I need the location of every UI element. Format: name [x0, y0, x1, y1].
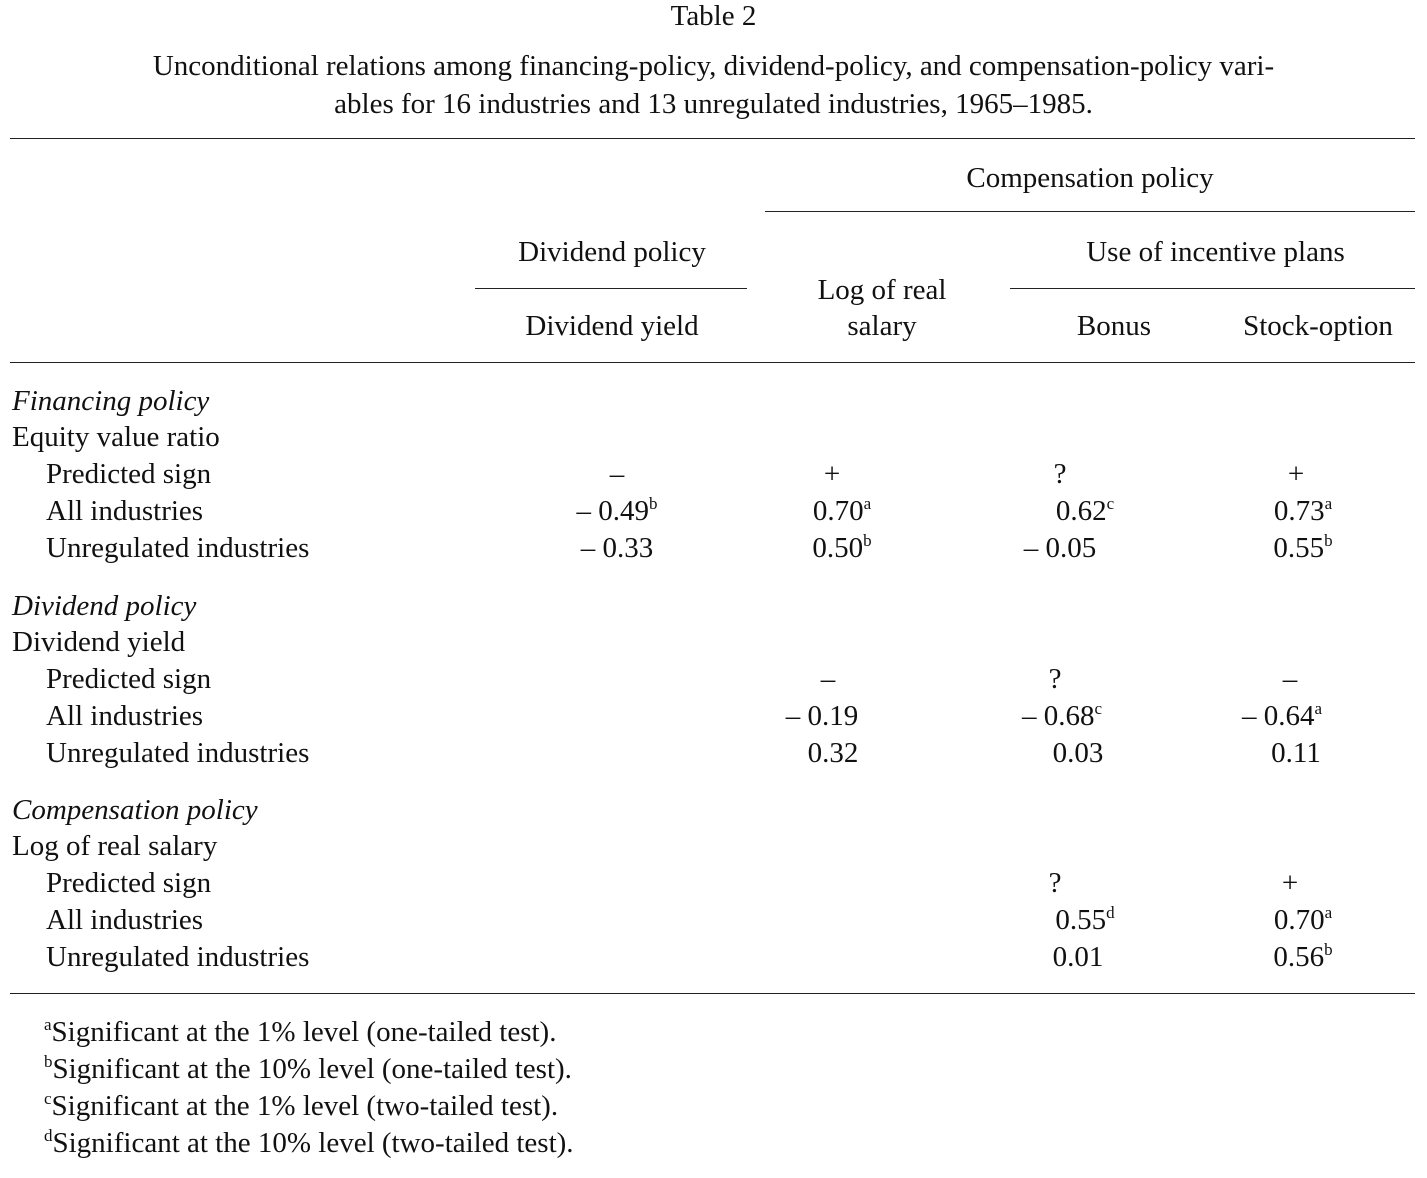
cell-bonus: 0.62$^c$ — [1055, 494, 1115, 527]
cell-stock-option: + — [1287, 458, 1305, 490]
table-caption-line-1: Unconditional relations among financing-policy, dividend-policy, and compensation-policy vari- — [152, 50, 1275, 82]
cell-bonus: ? — [1053, 458, 1067, 490]
row-label: Predicted sign — [46, 867, 212, 899]
footnote-mark: a — [863, 494, 872, 513]
footnote-mark: b — [863, 531, 872, 550]
cell-stock-option: + — [1281, 867, 1299, 899]
header-compensation-policy: Compensation policy — [966, 162, 1214, 194]
cell-bonus: 0.01 — [1052, 941, 1104, 973]
footnote-mark: c — [1106, 494, 1115, 513]
variable-equity-value-ratio: Equity value ratio — [12, 421, 220, 453]
cell-log-salary: 0.70$^a$ — [812, 494, 872, 527]
footnote-mark: a — [1314, 699, 1323, 718]
cell-bonus: – 0.68$^c$ — [1021, 699, 1103, 732]
row-label: Unregulated industries — [46, 941, 310, 973]
cell-stock-option: 0.56$^b$ — [1273, 940, 1333, 973]
incentive-plans-rule — [1010, 288, 1415, 289]
footnote: $^b$Significant at the 10% level (one-tailed test). — [44, 1052, 572, 1085]
footnote: $^a$Significant at the 1% level (one-tailed test). — [44, 1015, 557, 1048]
section-title-dividend-policy: Dividend policy — [12, 590, 197, 622]
footnote-mark: d — [1106, 903, 1115, 922]
cell-log-salary: – 0.19 — [785, 700, 859, 732]
section-title-compensation-policy: Compensation policy — [12, 794, 258, 826]
cell-stock-option: 0.55$^b$ — [1273, 531, 1333, 564]
cell-bonus: ? — [1048, 867, 1062, 899]
cell-stock-option: – 0.64$^a$ — [1241, 699, 1323, 732]
row-label: All industries — [46, 495, 204, 527]
footnote: $^c$Significant at the 1% level (two-tailed test). — [44, 1089, 559, 1122]
bottom-rule — [10, 993, 1415, 994]
footnote-mark: a — [44, 1015, 52, 1034]
header-use-of-incentive-plans: Use of incentive plans — [1086, 236, 1345, 268]
footnote-mark: a — [1324, 903, 1333, 922]
dividend-policy-rule — [475, 288, 747, 289]
cell-log-salary: 0.32 — [807, 737, 859, 769]
header-log-real-salary-line-1: Log of real — [817, 274, 947, 306]
footnote-mark: a — [1324, 494, 1333, 513]
section-title-financing-policy: Financing policy — [12, 385, 210, 417]
footnote-mark: b — [44, 1052, 53, 1071]
cell-log-salary: 0.50$^b$ — [812, 531, 872, 564]
cell-bonus: – 0.05 — [1023, 532, 1097, 564]
header-bonus: Bonus — [1076, 310, 1152, 342]
cell-bonus: ? — [1048, 663, 1062, 695]
footnote-mark: c — [44, 1089, 52, 1108]
compensation-policy-rule — [765, 211, 1415, 212]
cell-log-salary: + — [823, 458, 841, 490]
footnote: $^d$Significant at the 10% level (two-tailed test). — [44, 1126, 574, 1159]
cell-dividend-yield: – 0.49$^b$ — [576, 494, 658, 527]
row-label: Unregulated industries — [46, 532, 310, 564]
row-label: All industries — [46, 904, 204, 936]
footnote-mark: d — [44, 1126, 53, 1145]
header-dividend-policy: Dividend policy — [518, 236, 706, 268]
cell-stock-option: 0.11 — [1271, 737, 1321, 769]
cell-dividend-yield: – 0.33 — [580, 532, 654, 564]
header-stock-option: Stock-option — [1243, 310, 1393, 342]
footnote-mark: b — [649, 494, 658, 513]
header-log-real-salary-line-2: salary — [847, 310, 917, 342]
header-dividend-yield: Dividend yield — [525, 310, 699, 342]
top-rule — [10, 138, 1415, 139]
row-label: Predicted sign — [46, 663, 212, 695]
cell-bonus: 0.55$^d$ — [1055, 903, 1115, 936]
row-label: Unregulated industries — [46, 737, 310, 769]
cell-dividend-yield: – — [609, 458, 625, 490]
cell-bonus: 0.03 — [1052, 737, 1104, 769]
cell-stock-option: – — [1282, 663, 1298, 695]
row-label: Predicted sign — [46, 458, 212, 490]
variable-dividend-yield: Dividend yield — [12, 626, 186, 658]
row-label: All industries — [46, 700, 204, 732]
footnote-mark: c — [1094, 699, 1103, 718]
cell-stock-option: 0.70$^a$ — [1273, 903, 1333, 936]
footnote-mark: b — [1324, 531, 1333, 550]
cell-log-salary: – — [820, 663, 836, 695]
table-label: Table 2 — [670, 0, 757, 32]
footnote-mark: b — [1324, 940, 1333, 959]
header-bottom-rule — [10, 362, 1415, 363]
table-caption-line-2: ables for 16 industries and 13 unregulated industries, 1965–1985. — [334, 88, 1093, 120]
variable-log-of-real-salary: Log of real salary — [12, 830, 218, 862]
cell-stock-option: 0.73$^a$ — [1273, 494, 1333, 527]
